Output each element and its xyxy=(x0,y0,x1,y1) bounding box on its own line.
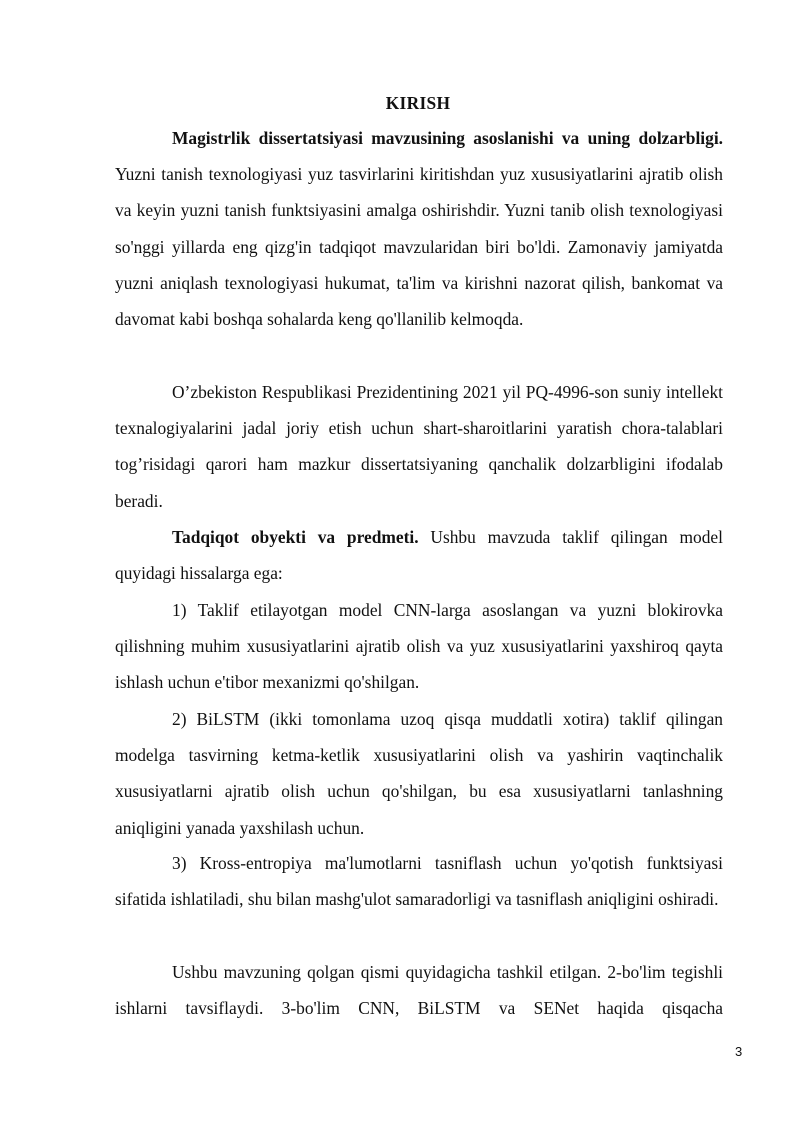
paragraph-object xyxy=(115,519,723,591)
list-item-1: 1) Taklif etilayotgan model CNN-larga asoslangan va yuzni blokirovka qilishning muhim xususiyatlarini ajratib olish va yuz xususiyatlarini yaxshiroq qayta ishlash uchun e'tibor mexanizmi qo'shilgan. xyxy=(115,600,723,693)
paragraph-object-text: Ushbu mavzuda taklif qilingan model quyidagi hissalarga ega: xyxy=(115,527,723,584)
list-item-3: 3) Kross-entropiya ma'lumotlarni tasniflash uchun yo'qotish funktsiyasi sifatida ishlatiladi, shu bilan mashg'ulot samaradorligi va tasniflash aniqligini oshiradi. xyxy=(115,853,723,910)
list-item-2: 2) BiLSTM (ikki tomonlama uzoq qisqa muddatli xotira) taklif qilingan modelga tasvirning ketma-ketlik xususiyatlarini olish va yashirin vaqtinchalik xususiyatlarni ajratib olish uchun qo'shilgan, bu esa xususiyatlarni tanlashning aniqligini yanada yaxshilash uchun. xyxy=(115,709,723,838)
paragraph-relevance xyxy=(115,120,723,337)
page-title: KIRISH xyxy=(385,93,451,113)
heading-relevance: Magistrlik dissertatsiyasi mavzusining asoslanishi va uning dolzarbligi. xyxy=(172,128,723,148)
heading-object: Tadqiqot obyekti va predmeti. xyxy=(172,527,419,547)
paragraph-relevance-text: Yuzni tanish texnologiyasi yuz tasvirlarini kiritishdan yuz xususiyatlarini ajratib olish va keyin yuzni tanish funktsiyasini amalga oshirishdir. Yuzni tanib olish texnologiyasi so'nggi yillarda eng qizg'in tadqiqot mavzularidan biri bo'ldi. Zamonaviy jamiyatda yuzni aniqlash texnologiyasi hukumat, ta'lim va kirishni nazorat qilish, bankomat va davomat kabi boshqa sohalarda keng qo'llanilib kelmoqda. xyxy=(115,164,723,330)
page-number: 3 xyxy=(735,1044,743,1059)
paragraph-decree: O’zbekiston Respublikasi Prezidentining 2021 yil PQ-4996-son suniy intellekt texnalogiyalarini jadal joriy etish uchun shart-sharoitlarini yaratish chora-talablari tog’risidagi qarori ham mazkur dissertatsiyaning qanchalik dolzarbligini ifodalab beradi. xyxy=(115,382,723,511)
paragraph-structure: Ushbu mavzuning qolgan qismi quyidagicha tashkil etilgan. 2-bo'lim tegishli ishlarni tavsiflaydi. 3-bo'lim CNN, BiLSTM va SENet haqida qisqacha xyxy=(115,962,723,1019)
